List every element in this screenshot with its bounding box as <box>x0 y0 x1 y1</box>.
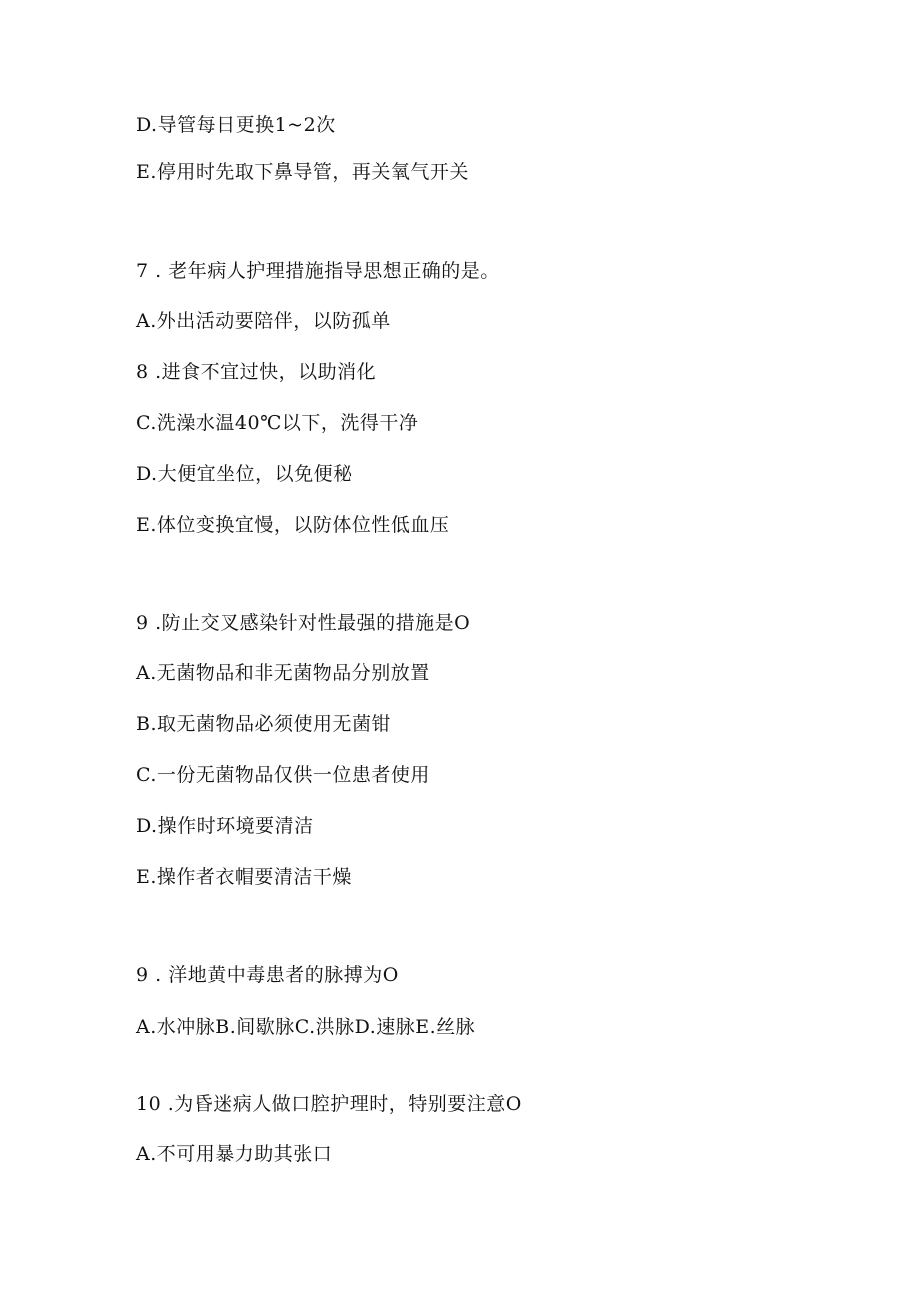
question-10: 10 .为昏迷病人做口腔护理时，特别要注意O <box>136 1093 522 1115</box>
question-9: 9 .防止交叉感染针对性最强的措施是O <box>136 612 471 634</box>
option-d-line: D.导管每日更换1~2次 <box>136 114 336 136</box>
question-9-option-d: D.操作时环境要清洁 <box>136 815 314 837</box>
question-9-option-a: A.无菌物品和非无菌物品分别放置 <box>136 662 430 684</box>
question-8: 8 .进食不宜过快，以助消化 <box>136 361 377 383</box>
question-7-option-a: A.外出活动要陪伴，以防孤单 <box>136 310 391 332</box>
question-7: 7 . 老年病人护理措施指导思想正确的是。 <box>136 260 500 282</box>
question-9-option-e: E.操作者衣帽要清洁干燥 <box>136 866 352 888</box>
question-9-option-c: C.一份无菌物品仅供一位患者使用 <box>136 764 430 786</box>
question-8-option-d: D.大便宜坐位，以免便秘 <box>136 463 353 485</box>
question-8-option-c: C.洗澡水温40℃以下，洗得干净 <box>136 412 419 434</box>
question-9b-options: A.水冲脉B.间歇脉C.洪脉D.速脉E.丝脉 <box>136 1016 476 1038</box>
question-8-option-e: E.体位变换宜慢，以防体位性低血压 <box>136 514 450 536</box>
question-10-option-a: A.不可用暴力助其张口 <box>136 1143 333 1165</box>
question-9-option-b: B.取无菌物品必须使用无菌钳 <box>136 713 392 735</box>
option-e-line: E.停用时先取下鼻导管，再关氧气开关 <box>136 161 469 183</box>
question-9b: 9 . 洋地黄中毒患者的脉搏为O <box>136 964 399 986</box>
